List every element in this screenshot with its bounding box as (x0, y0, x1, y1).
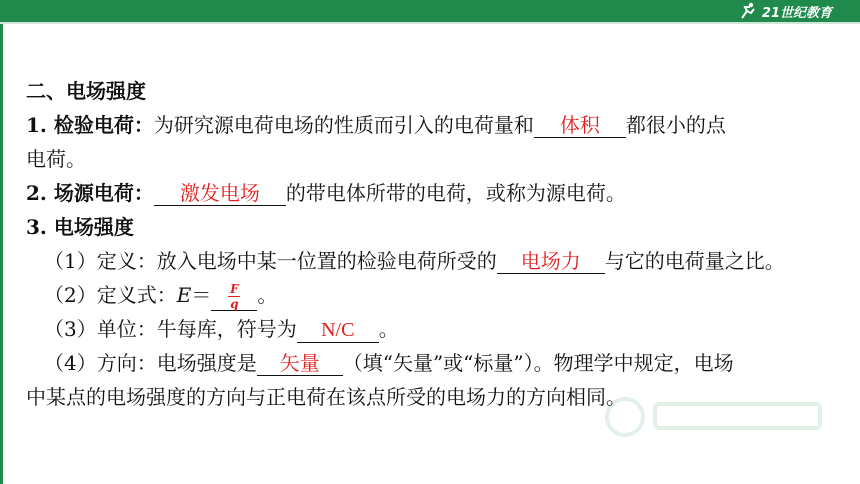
logo-text: 21世纪教育 (761, 5, 832, 21)
direction-text-after: （填“矢量”或“标量”）。物理学中规定，电场 (342, 351, 734, 375)
item-3-definition (26, 244, 836, 278)
answer-blank-electric-force: 电场力 (497, 249, 605, 274)
formula-end: 。 (257, 283, 278, 307)
item-1-text-after: 都很小的点 (625, 113, 726, 137)
item-1-text: 为研究源电荷电场的性质而引入的电荷量和 (153, 113, 534, 137)
watermark-logo-icon (600, 392, 830, 442)
item-2 (26, 176, 836, 210)
brand-logo (738, 1, 832, 21)
item-1 (26, 108, 836, 142)
formula-equals: ＝ (191, 283, 212, 307)
header-divider (0, 22, 860, 24)
fraction-numerator: F (230, 282, 239, 296)
unit-text: 牛每库，符号为 (156, 317, 297, 341)
formula-symbol: E (176, 283, 192, 307)
definition-prefix: （1）定义： (44, 249, 157, 273)
item-3-unit (26, 312, 836, 346)
item-1-label: 1. 检验电荷： (26, 113, 154, 137)
item-3-direction-wrap: 中某点的电场强度的方向与正电荷在该点所受的电场力的方向相同。 (26, 385, 626, 409)
definition-text-after: 与它的电荷量之比。 (604, 249, 785, 273)
item-3-formula (26, 278, 836, 312)
item-2-text-after: 的带电体所带的电荷，或称为源电荷。 (285, 181, 626, 205)
answer-blank-unit: N/C (297, 318, 379, 343)
item-3-label: 3. 电场强度 (26, 215, 134, 239)
item-1-wrap: 电荷。 (26, 147, 86, 171)
fraction-denominator: q (230, 297, 239, 311)
answer-blank-volume: 体积 (534, 113, 626, 138)
definition-text: 放入电场中某一位置的检验电荷所受的 (156, 249, 497, 273)
item-2-label: 2. 场源电荷： (26, 181, 154, 205)
section-title: 二、电场强度 (26, 79, 146, 103)
formula-prefix: （2）定义式： (44, 283, 177, 307)
answer-blank-formula (211, 283, 257, 311)
runner-logo-icon (738, 2, 758, 20)
answer-blank-vector: 矢量 (257, 351, 343, 376)
direction-text: 电场强度是 (156, 351, 257, 375)
document-body (26, 74, 836, 414)
unit-prefix: （3）单位： (44, 317, 157, 341)
answer-blank-excite-field: 激发电场 (154, 181, 286, 206)
left-accent-bar (0, 24, 3, 484)
header-bar (0, 0, 860, 22)
item-3-direction (26, 346, 836, 380)
direction-prefix: （4）方向： (44, 351, 157, 375)
fraction-f-over-q (228, 283, 240, 310)
unit-end: 。 (378, 317, 399, 341)
